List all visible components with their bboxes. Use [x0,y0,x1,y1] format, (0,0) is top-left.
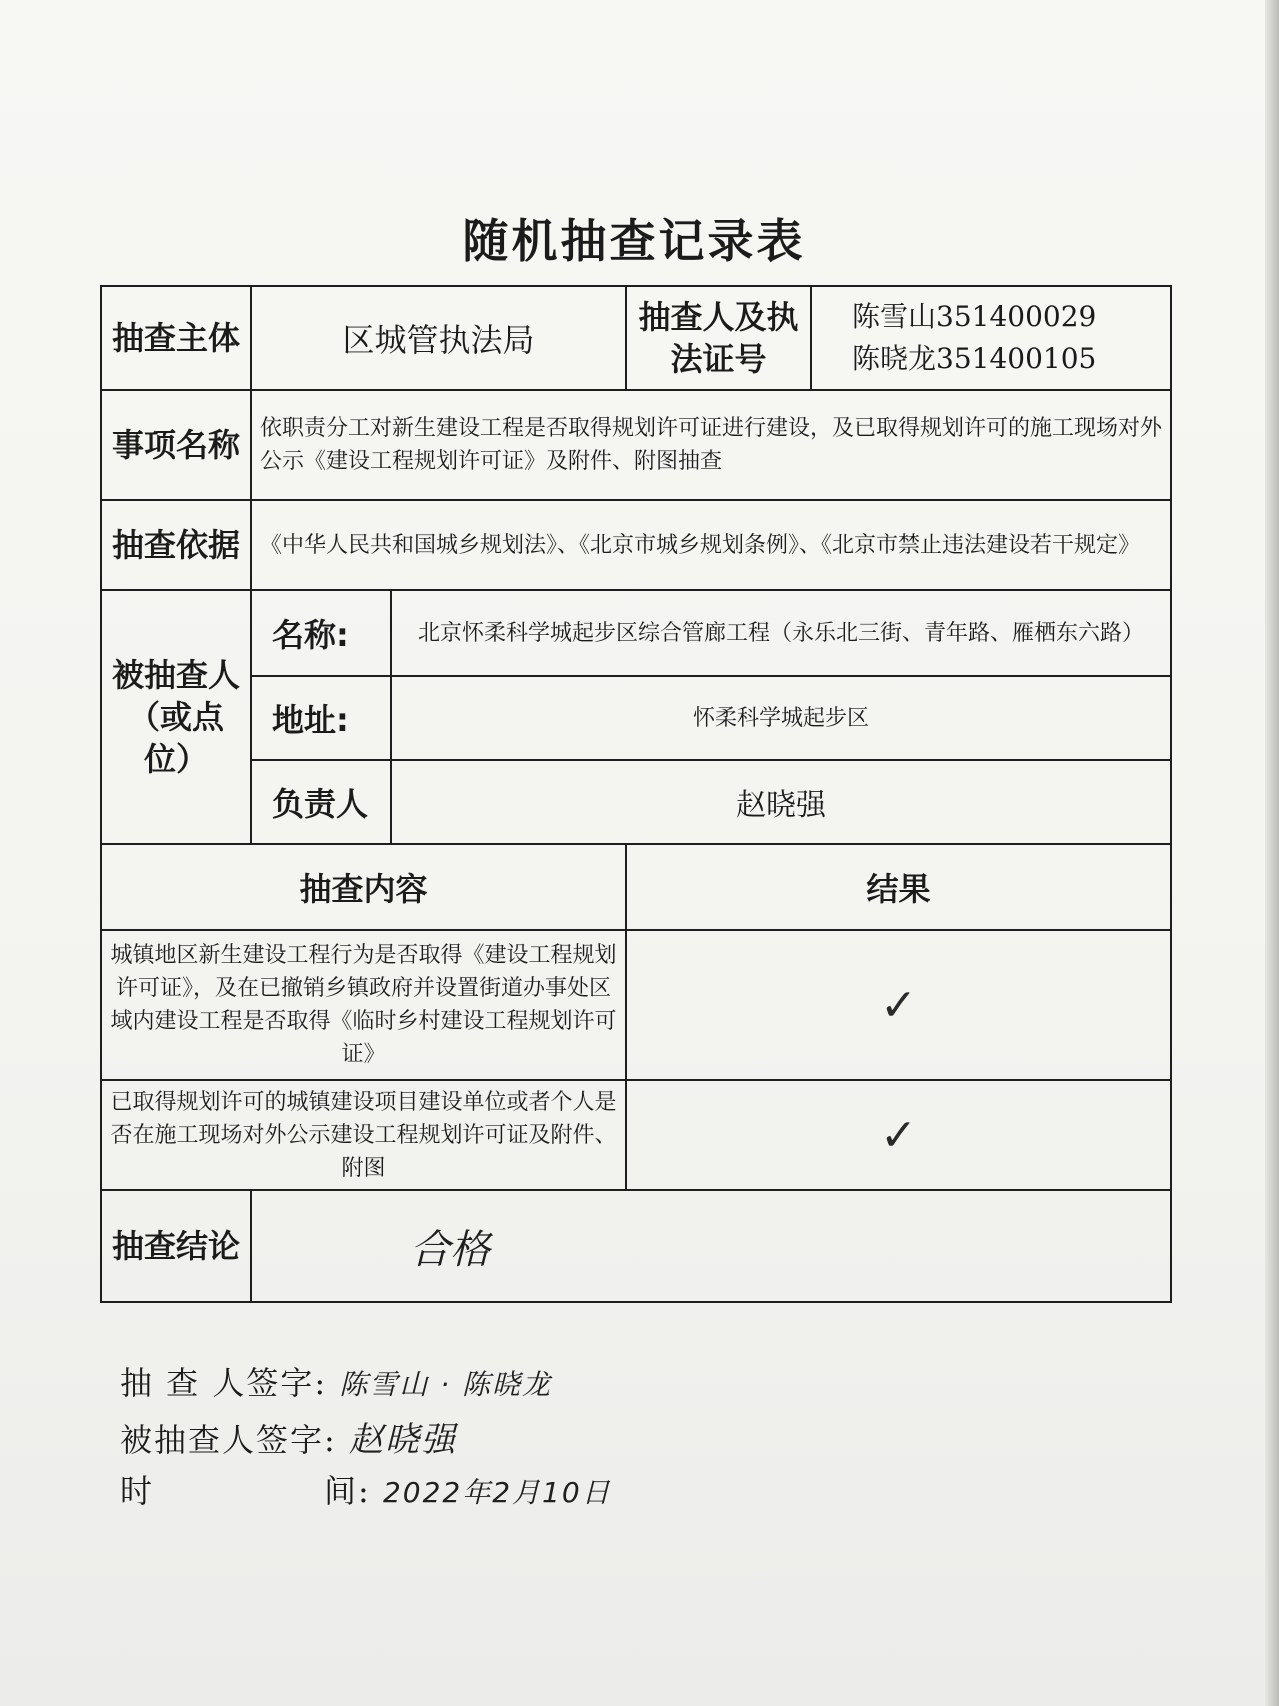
result-header: 结果 [626,844,1171,930]
name-label: 名称: [251,590,391,676]
time-value: 2022年2月10日 [382,1476,612,1509]
row-inspected-address [101,676,1171,760]
subject-label: 抽查主体 [101,286,251,390]
inspector-2: 陈晓龙351400105 [852,342,1097,375]
row-check-header [101,844,1171,930]
person-label: 负责人 [251,760,391,844]
inspected-sign-label: 被抽查人签字: [120,1421,337,1459]
inspector-signature: 陈雪山 · 陈晓龙 [339,1368,553,1401]
row-item [101,390,1171,500]
person-value: 赵晓强 [391,760,1171,844]
conclusion-value: 合格 [410,1226,490,1273]
basis-label: 抽查依据 [101,500,251,590]
inspected-signature: 赵晓强 [348,1420,457,1460]
time-line [120,1466,612,1512]
row-inspected-name [101,590,1171,676]
check-result-1: ✓ [626,930,1171,1080]
row-basis [101,500,1171,590]
content-header: 抽查内容 [101,844,626,930]
check-result-2: ✓ [626,1080,1171,1190]
check-row-1 [101,930,1171,1080]
inspector-sign-label: 抽 查 人签字: [120,1364,328,1402]
row-inspected-person [101,760,1171,844]
check-content-2: 已取得规划许可的城镇建设项目建设单位或者个人是否在施工现场对外公示建设工程规划许可证及附件、附图 [101,1080,626,1190]
document-title: 随机抽查记录表 [462,214,806,268]
time-label: 时 间: [120,1472,371,1510]
inspector-1: 陈雪山351400029 [852,300,1097,333]
inspected-label: 被抽查人（或点位） [101,590,251,844]
row-conclusion [101,1190,1171,1302]
address-value: 怀柔科学城起步区 [391,676,1171,760]
check-row-2 [101,1080,1171,1190]
check-content-1: 城镇地区新生建设工程行为是否取得《建设工程规划许可证》，及在已撤销乡镇政府并设置街道办事处区域内建设工程是否取得《临时乡村建设工程规划许可证》 [101,930,626,1080]
item-label: 事项名称 [101,390,251,500]
inspected-sign-line [120,1412,457,1461]
address-label: 地址: [251,676,391,760]
basis-value: 《中华人民共和国城乡规划法》、《北京市城乡规划条例》、《北京市禁止违法建设若干规定》 [251,500,1171,590]
inspector-list [811,286,1171,390]
name-value: 北京怀柔科学城起步区综合管廊工程（永乐北三街、青年路、雁栖东六路） [391,590,1171,676]
row-subject [101,286,1171,390]
subject-value: 区城管执法局 [251,286,626,390]
item-value: 依职责分工对新生建设工程是否取得规划许可证进行建设，及已取得规划许可的施工现场对外公示《建设工程规划许可证》及附件、附图抽查 [251,390,1171,500]
conclusion-cell [251,1190,1171,1302]
record-form [100,285,1172,1303]
inspector-label: 抽查人及执法证号 [626,286,811,390]
conclusion-label: 抽查结论 [101,1190,251,1302]
inspector-sign-line [120,1358,552,1404]
